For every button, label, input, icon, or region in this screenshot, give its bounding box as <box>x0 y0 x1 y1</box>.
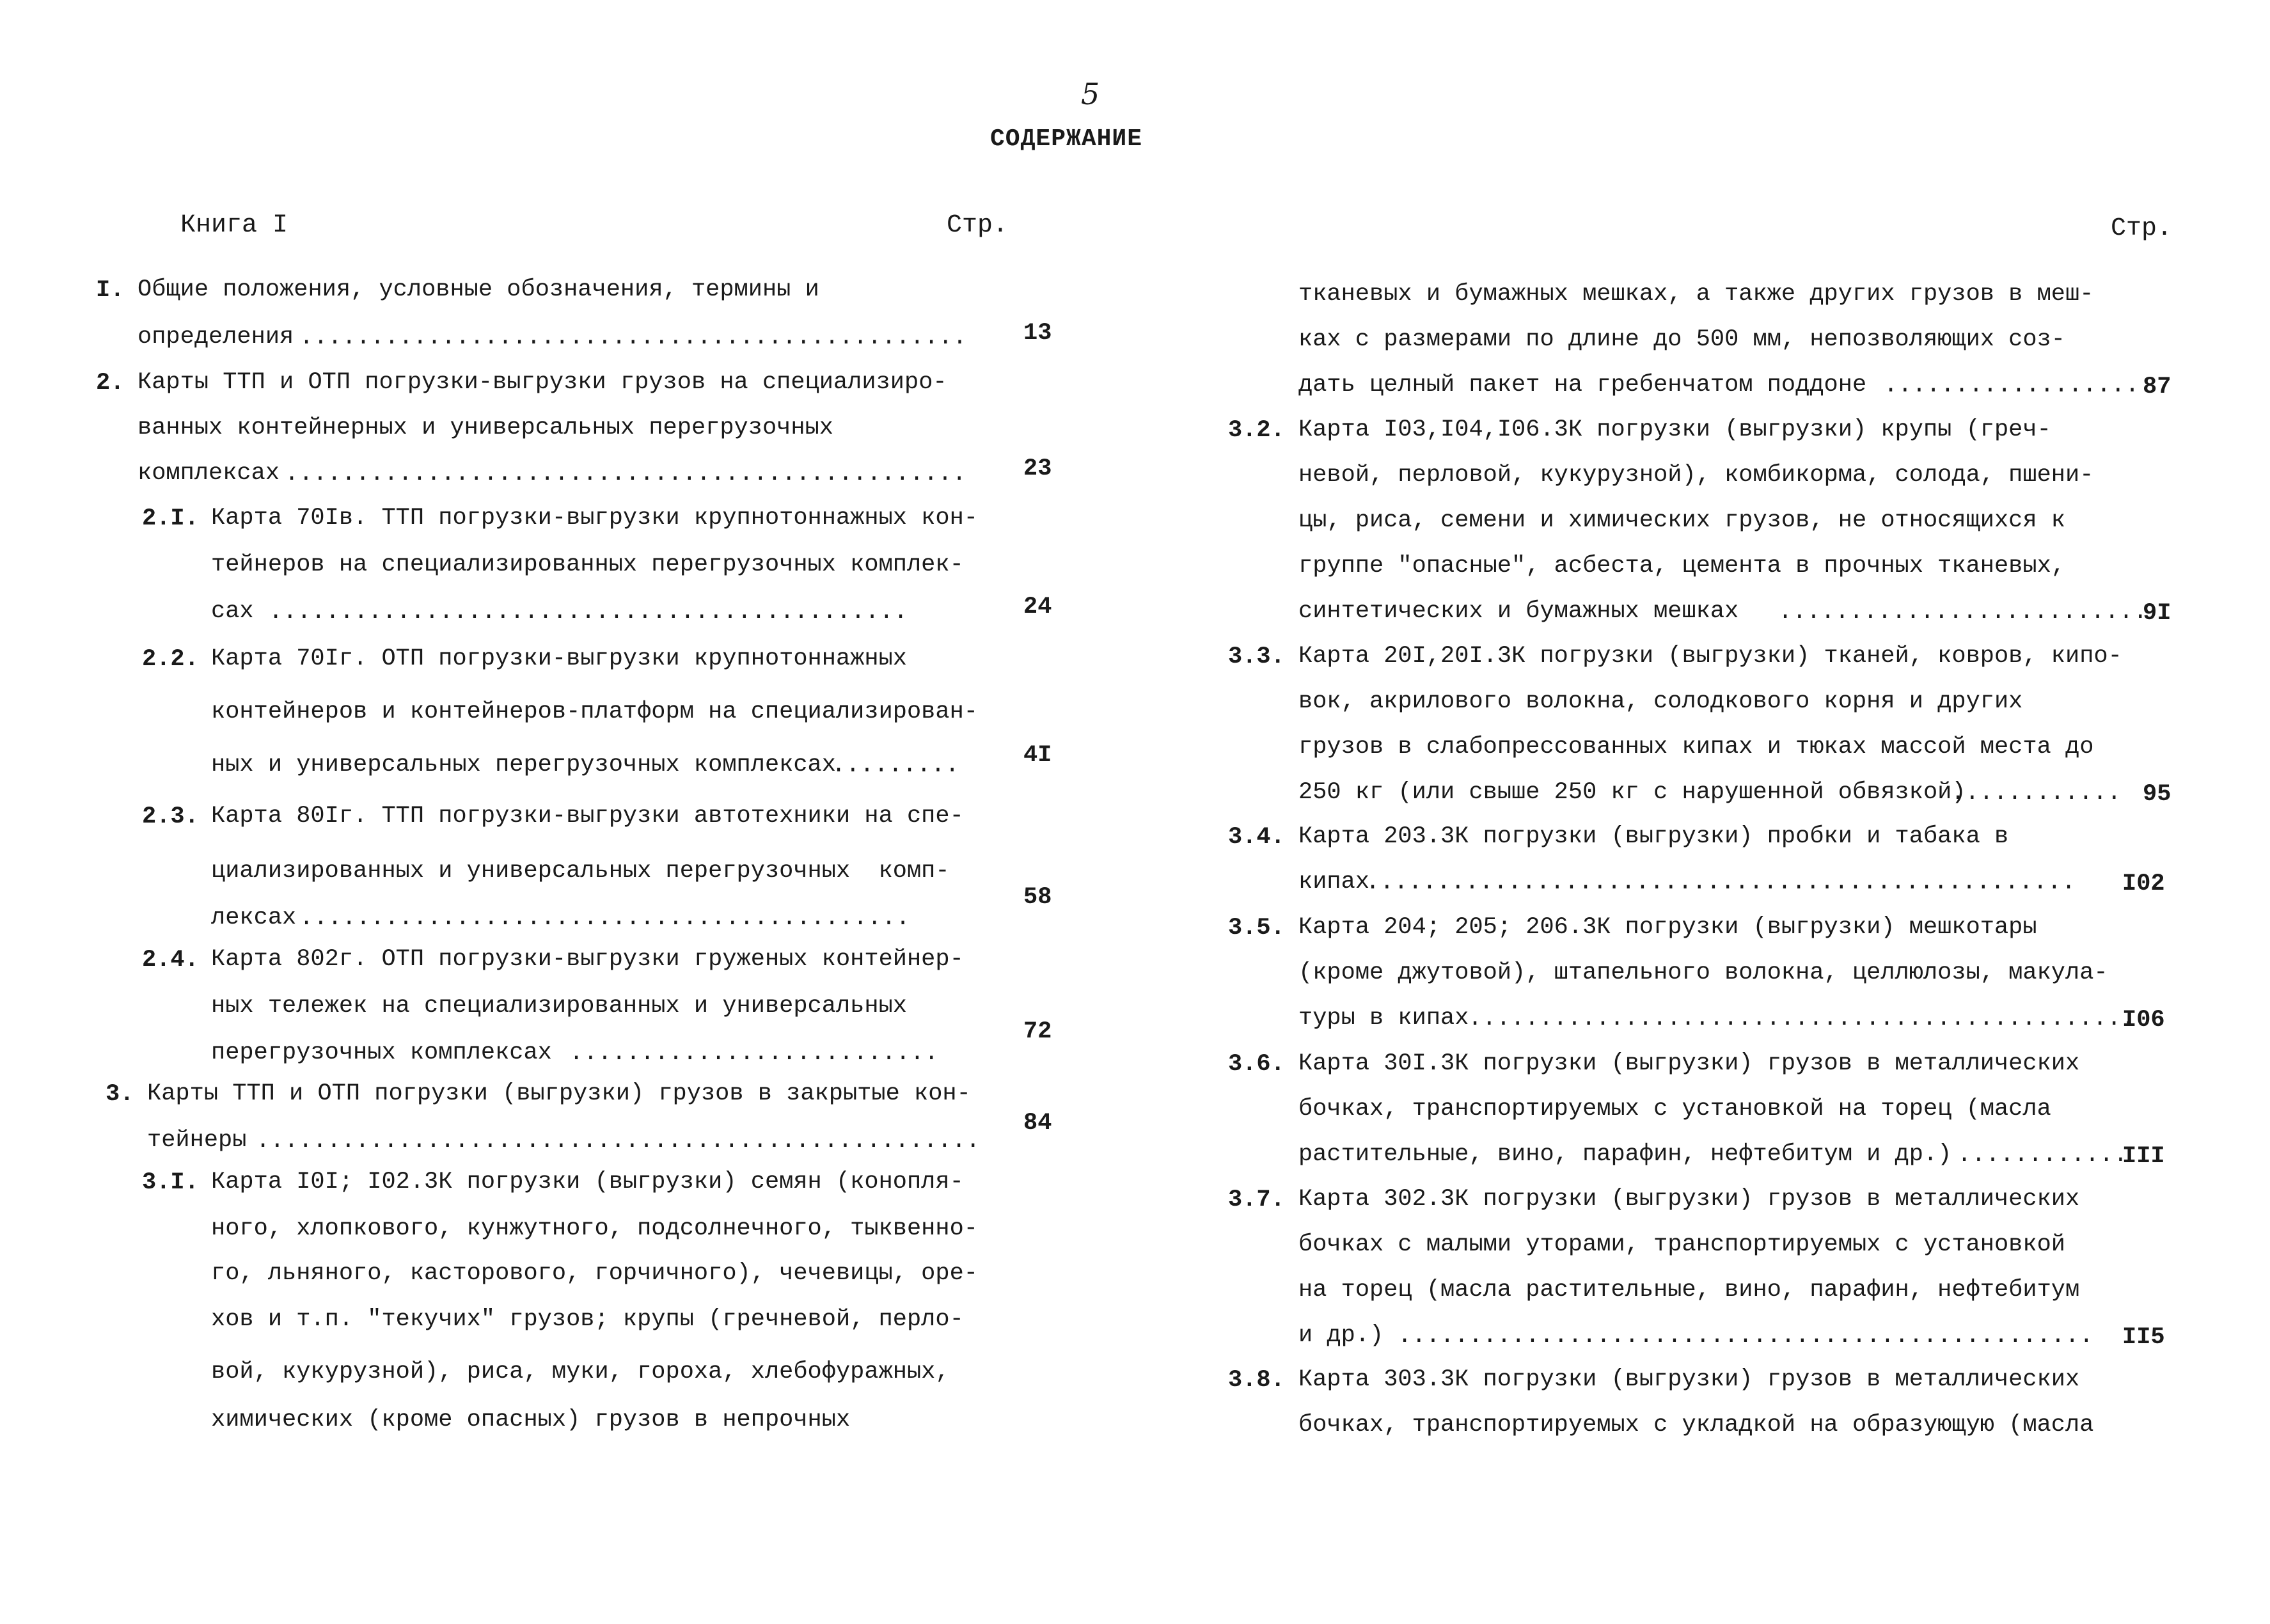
toc-entry-line: Карты ТТП и ОТП погрузки-выгрузки грузов на специализиро- <box>138 369 947 396</box>
toc-entry-page: II5 <box>2122 1324 2165 1351</box>
dot-leader: ............................................... <box>1468 1005 2136 1032</box>
toc-entry-number: 3.2. <box>1228 417 1285 444</box>
toc-entry-line: Карта 303.3К погрузки (выгрузки) грузов в металлических <box>1298 1366 2080 1393</box>
toc-entry-line: перегрузочных комплексах <box>211 1039 552 1066</box>
toc-entry-line: тканевых и бумажных мешках, а также других грузов в меш- <box>1298 281 2094 308</box>
toc-entry-line: (кроме джутовой), штапельного волокна, целлюлозы, макула- <box>1298 959 2108 986</box>
toc-entry-line: го, льняного, касторового, горчичного), чечевицы, оре- <box>211 1260 978 1287</box>
toc-entry-line: бочках, транспортируемых с укладкой на образующую (масла <box>1298 1412 2094 1439</box>
dot-leader: ............ <box>1951 780 2122 807</box>
toc-entry-page: 84 <box>1023 1110 1052 1137</box>
toc-entry-line: Карта 80Iг. ТТП погрузки-выгрузки автотехники на спе- <box>211 803 964 830</box>
toc-entry-number: I. <box>96 277 125 304</box>
toc-entry-line: ных и универсальных перегрузочных комплексах <box>211 752 836 778</box>
toc-entry-number: 3.3. <box>1228 643 1285 670</box>
toc-entry-line: Карта 203.3К погрузки (выгрузки) пробки и табака в <box>1298 823 2009 850</box>
toc-entry-number: 2. <box>96 370 125 397</box>
toc-entry-number: 2.I. <box>142 505 199 532</box>
toc-entry-line: грузов в слабопрессованных кипах и тюках массой места до <box>1298 734 2094 761</box>
toc-entry-line: Карты ТТП и ОТП погрузки (выгрузки) грузов в закрытые кон- <box>147 1080 971 1107</box>
toc-entry-line: Карта 70Iг. ОТП погрузки-выгрузки крупнотоннажных <box>211 645 907 672</box>
page-title: СОДЕРЖАНИЕ <box>990 125 1143 153</box>
toc-entry-line: сах <box>211 598 254 625</box>
toc-entry-line: вок, акрилового волокна, солодкового корня и других <box>1298 688 2023 715</box>
toc-entry-line: группе "опасные", асбеста, цемента в прочных тканевых, <box>1298 553 2065 579</box>
toc-entry-number: 3.8. <box>1228 1367 1285 1394</box>
toc-entry-line: растительные, вино, парафин, нефтебитум и др.) <box>1298 1141 1952 1168</box>
toc-entry-page: 58 <box>1023 884 1052 911</box>
toc-entry-line: вой, кукурузной), риса, муки, гороха, хлебофуражных, <box>211 1359 950 1385</box>
toc-entry-line: туры в кипах <box>1298 1005 1469 1032</box>
page-number: 5 <box>1081 77 1100 111</box>
left-page-column-header: Стр. <box>947 211 1009 240</box>
toc-entry-line: Карта I0I; I02.3К погрузки (выгрузки) семян (конопля- <box>211 1169 964 1195</box>
toc-entry-page: 9I <box>2143 600 2171 627</box>
dot-leader: ............................................... <box>299 324 967 351</box>
toc-entry-line: химических (кроме опасных) грузов в непрочных <box>211 1407 851 1433</box>
toc-entry-number: 3.7. <box>1228 1186 1285 1213</box>
dot-leader: ............................................. <box>269 599 908 626</box>
toc-entry-line: кипах <box>1298 869 1370 895</box>
toc-entry-number: 3.6. <box>1228 1051 1285 1078</box>
toc-entry-page: 72 <box>1023 1018 1052 1045</box>
toc-entry-line: Карта I03,I04,I06.3К погрузки (выгрузки) крупы (греч- <box>1298 416 2051 443</box>
toc-entry-number: 3.5. <box>1228 915 1285 942</box>
toc-entry-line: невой, перловой, кукурузной), комбикорма, солода, пшени- <box>1298 462 2094 489</box>
dot-leader: ........................................... <box>299 905 910 932</box>
toc-entry-line: и др.) <box>1298 1322 1384 1349</box>
toc-entry-line: ках с размерами по длине до 500 мм, непозволяющих соз- <box>1298 326 2065 353</box>
toc-entry-line: бочках с малыми уторами, транспортируемых с установкой <box>1298 1231 2065 1258</box>
toc-entry-line: определения <box>138 324 294 351</box>
toc-entry-page: III <box>2122 1143 2165 1170</box>
toc-entry-line: Карта 30I.3К погрузки (выгрузки) грузов в металлических <box>1298 1050 2080 1077</box>
toc-entry-page: 24 <box>1023 594 1052 620</box>
toc-entry-line: 250 кг (или свыше 250 кг с нарушенной обвязкой) <box>1298 779 1966 806</box>
toc-entry-page: 4I <box>1023 742 1052 769</box>
toc-entry-number: 2.2. <box>142 646 199 673</box>
toc-entry-line: Карта 20I,20I.3К погрузки (выгрузки) тканей, ковров, кипо- <box>1298 643 2122 670</box>
toc-entry-line: ных тележек на специализированных и универсальных <box>211 993 907 1020</box>
toc-entry-line: на торец (масла растительные, вино, парафин, нефтебитум <box>1298 1277 2080 1304</box>
toc-entry-line: цы, риса, семени и химических грузов, не относящихся к <box>1298 507 2065 534</box>
dot-leader: .................................................. <box>1366 869 2076 896</box>
toc-entry-number: 3. <box>106 1081 134 1108</box>
toc-entry-page: 13 <box>1023 320 1052 347</box>
left-book-label: Книга I <box>180 211 288 240</box>
dot-leader: ................................................... <box>256 1128 981 1155</box>
toc-entry-line: циализированных и универсальных перегрузочных комп- <box>211 858 950 885</box>
toc-entry-line: ванных контейнерных и универсальных перегрузочных <box>138 414 833 441</box>
dot-leader: .......................... <box>1778 599 2148 626</box>
toc-entry-page: I02 <box>2122 871 2165 897</box>
toc-entry-line: лексах <box>211 904 297 931</box>
dot-leader: ............ <box>1957 1142 2128 1169</box>
toc-entry-line: комплексах <box>138 460 280 487</box>
toc-entry-line: контейнеров и контейнеров-платформ на специализирован- <box>211 698 978 725</box>
toc-entry-number: 2.4. <box>142 947 199 974</box>
toc-entry-page: 95 <box>2143 781 2171 808</box>
toc-entry-number: 2.3. <box>142 803 199 830</box>
toc-entry-line: Карта 302.3К погрузки (выгрузки) грузов в металлических <box>1298 1186 2080 1213</box>
toc-entry-page: 23 <box>1023 455 1052 482</box>
toc-entry-line: Общие положения, условные обозначения, термины и <box>138 276 819 303</box>
toc-entry-line: ного, хлопкового, кунжутного, подсолнечного, тыквенно- <box>211 1215 978 1242</box>
toc-entry-line: тейнеров на специализированных перегрузочных комплек- <box>211 551 964 578</box>
toc-entry-number: 3.4. <box>1228 824 1285 851</box>
dot-leader: ................................................. <box>1398 1323 2093 1350</box>
toc-entry-line: тейнеры <box>147 1127 247 1154</box>
toc-entry-line: бочках, транспортируемых с установкой на торец (масла <box>1298 1096 2051 1123</box>
toc-entry-line: Карта 802г. ОТП погрузки-выгрузки груженых контейнер- <box>211 946 964 973</box>
toc-entry-line: Карта 70Iв. ТТП погрузки-выгрузки крупнотоннажных кон- <box>211 505 978 532</box>
toc-entry-page: I06 <box>2122 1007 2165 1034</box>
dot-leader: ......... <box>832 752 959 779</box>
toc-entry-line: хов и т.п. "текучих" грузов; крупы (гречневой, перло- <box>211 1306 964 1333</box>
dot-leader: .......................... <box>569 1040 939 1067</box>
dot-leader: .................. <box>1884 372 2140 399</box>
toc-entry-line: дать целный пакет на гребенчатом поддоне <box>1298 372 1867 398</box>
toc-entry-line: синтетических и бумажных мешках <box>1298 598 1739 625</box>
toc-entry-number: 3.I. <box>142 1169 199 1196</box>
toc-entry-line: Карта 204; 205; 206.3К погрузки (выгрузки) мешкотары <box>1298 914 2037 941</box>
toc-entry-page: 87 <box>2143 374 2171 400</box>
right-page-column-header: Стр. <box>2111 214 2173 243</box>
dot-leader: ................................................ <box>285 461 966 487</box>
